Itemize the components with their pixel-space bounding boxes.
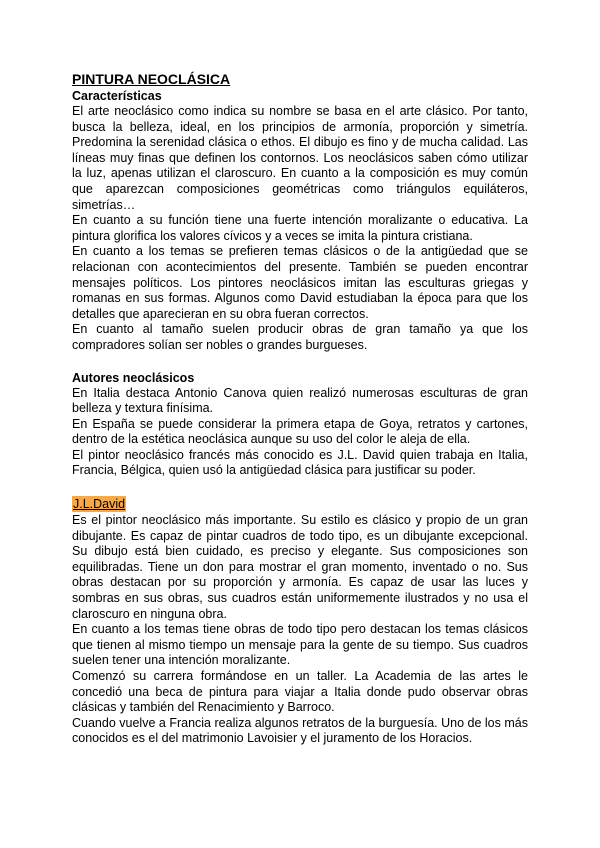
paragraph: En cuanto al tamaño suelen producir obras de gran tamaño ya que los compradores solían ser nobles o grandes burgueses. xyxy=(72,322,528,352)
section-heading-autores: Autores neoclásicos xyxy=(72,370,195,385)
spacer xyxy=(72,354,528,370)
paragraph: En Italia destaca Antonio Canova quien realizó numerosas esculturas de gran belleza y textura finísima. xyxy=(72,385,528,416)
paragraph: Es el pintor neoclásico más importante. Su estilo es clásico y propio de un gran dibujante. Es capaz de pintar cuadros de todo tipo, es un dibujante excepcional. Su dibujo está bien cuidado, es preciso y elegante. Sus composiciones son equilibradas. Tiene un don para mostrar el gran momento, inventado o no. Sus obras destacan por su proporción y armonía. Es capaz de usar las luces y sombras en sus obras, sus cuadros están uniformemente ilustrados y no usa el claroscuro en ninguna obra. xyxy=(72,513,528,621)
paragraph: Comenzó su carrera formándose en un taller. La Academia de las artes le concedió una beca de pintura para viajar a Italia donde pudo observar obras clásicas y también del Renacimiento y Barroco. xyxy=(72,669,528,715)
document-title: PINTURA NEOCLÁSICA xyxy=(72,71,231,87)
paragraph: Cuando vuelve a Francia realiza algunos retratos de la burguesía. Uno de los más conocidos es el del matrimonio Lavoisier y el juramento de los Horacios. xyxy=(72,715,528,746)
section-heading-david-wrapper xyxy=(72,495,528,513)
paragraph: En cuanto a su función tiene una fuerte intención moralizante o educativa. La pintura glorifica los valores cívicos y a veces se imita la pintura cristiana. xyxy=(72,213,528,243)
spacer xyxy=(72,479,528,495)
paragraph: En cuanto a los temas tiene obras de todo tipo pero destacan los temas clásicos que tienen al mismo tiempo un mensaje para la gente de su tiempo. Sus cuadros suelen tener una intención moralizante. xyxy=(72,622,528,668)
section-heading-caracteristicas: Características xyxy=(72,89,162,103)
paragraph: El pintor neoclásico francés más conocido es J.L. David quien trabaja en Italia, Francia, Bélgica, quien usó la antigüedad clásica para justificar su poder. xyxy=(72,447,528,478)
section-heading-david: J.L.David xyxy=(73,497,126,512)
paragraph: En España se puede considerar la primera etapa de Goya, retratos y cartones, dentro de la estética neoclásica aunque su uso del color le aleja de ella. xyxy=(72,416,528,447)
paragraph: En cuanto a los temas se prefieren temas clásicos o de la antigüedad que se relacionan con acontecimientos del presente. También se pueden encontrar mensajes políticos. Los pintores neoclásicos imitan las esculturas griegas y romanas en sus formas. Algunos como David estudiaban la época para que los detalles que aparecieran en su obra fueran correctos. xyxy=(72,244,528,321)
paragraph: El arte neoclásico como indica su nombre se basa en el arte clásico. Por tanto, busca la belleza, ideal, en los principios de armonía, proporción y simetría. Predomina la serenidad clásica o ethos. El dibujo es fino y de mucha calidad. Las líneas muy finas que definen los contornos. Los neoclásicos saben cómo utilizar la luz, apenas utilizan el claroscuro. En cuanto a la composición es muy común que aparezcan composiciones geométricas como triángulos equiláteros, simetrías… xyxy=(72,104,528,212)
